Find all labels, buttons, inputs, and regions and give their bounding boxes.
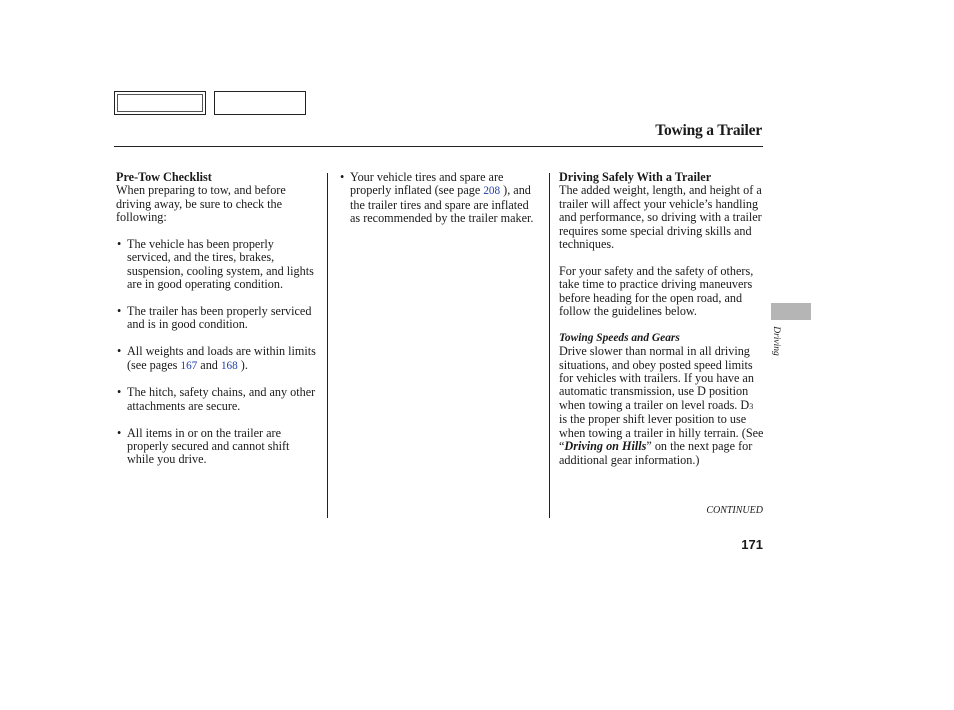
nav-box-main-menu[interactable] bbox=[114, 91, 206, 115]
checklist-item: • Your vehicle tires and spare are properly inflated (see page 208 ), and the trailer tires and spare are inflated as recommended by the trailer maker. bbox=[340, 170, 534, 226]
page-title: Towing a Trailer bbox=[655, 122, 762, 139]
pre-tow-intro: When preparing to tow, and before driving away, be sure to check the following: bbox=[116, 183, 286, 225]
section-side-tab bbox=[771, 303, 811, 320]
column-checklist-continued bbox=[339, 171, 539, 226]
column-pre-tow-checklist bbox=[116, 171, 316, 467]
continued-label: CONTINUED bbox=[706, 505, 763, 516]
page-link-208[interactable]: 208 bbox=[483, 185, 501, 198]
column-divider bbox=[327, 173, 328, 518]
title-rule bbox=[114, 146, 763, 147]
column-divider bbox=[549, 173, 550, 518]
checklist-item: • All weights and loads are within limits (see pages 167 and 168 ). bbox=[117, 344, 316, 372]
checklist-item: • All items in or on the trailer are properly secured and cannot shift while you drive. bbox=[117, 425, 290, 467]
section-side-label: Driving bbox=[771, 326, 781, 356]
driving-on-hills-reference[interactable]: Driving on Hills bbox=[564, 439, 647, 454]
driving-safely-paragraph: The added weight, length, and height of a trailer will affect your vehicle’s handling and performance, so driving with a trailer requires some special driving skills and techniques. bbox=[559, 183, 762, 252]
page-number: 171 bbox=[741, 537, 763, 552]
page-link-167[interactable]: 167 bbox=[180, 359, 198, 372]
safety-paragraph: For your safety and the safety of others, take time to practice driving maneuvers before heading for the open road, and follow the guidelines below. bbox=[559, 263, 754, 319]
checklist-item: • The vehicle has been properly serviced, and the tires, brakes, suspension, cooling system, and lights are in good operating condition. bbox=[117, 237, 314, 292]
section-heading-driving-safely: Driving Safely With a Trailer bbox=[559, 170, 712, 184]
subheading-towing-speeds: Towing Speeds and Gears bbox=[559, 331, 680, 344]
checklist-item: • The hitch, safety chains, and any other attachments are secure. bbox=[117, 385, 316, 413]
towing-speeds-paragraph: Drive slower than normal in all driving situations, and obey posted speed limits for vehicles with trailers. If you have an automatic transmission, use D position when towing a trailer on level roads. D3 is the proper shift lever position to use when towing a trailer in hilly terrain. (See “Driving on Hills” on the next page for additional gear information.) bbox=[559, 344, 767, 467]
section-heading-pre-tow: Pre-Tow Checklist bbox=[116, 170, 212, 184]
column-driving-safely bbox=[559, 170, 767, 467]
checklist-item: • The trailer has been properly serviced and is in good condition. bbox=[117, 304, 312, 332]
page-link-168[interactable]: 168 bbox=[220, 359, 238, 372]
nav-box-index[interactable] bbox=[214, 91, 306, 115]
